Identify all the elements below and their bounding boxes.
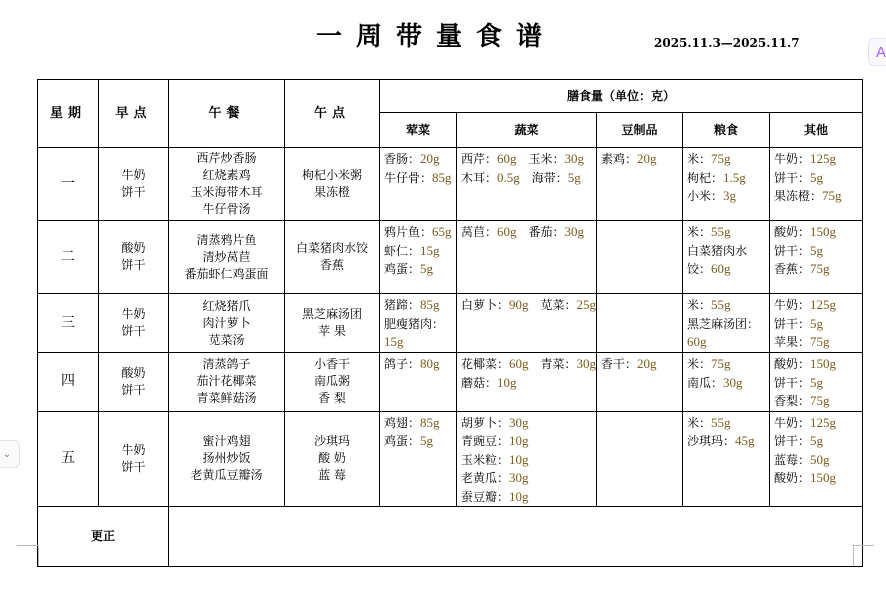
other-amount-cell [770, 294, 863, 353]
ingredient-quantity: 60g [711, 261, 731, 276]
ingredient-quantity: 85g [432, 169, 452, 185]
afternoon-item: 小香干 [313, 357, 350, 372]
amount-item [774, 315, 859, 334]
amount-item [687, 296, 766, 315]
amount-item [461, 223, 593, 242]
ingredient-name: 小米： [687, 189, 724, 203]
ingredient-quantity: 30g [509, 470, 529, 485]
table-row [38, 411, 863, 507]
ingredient-name: 南瓜： [687, 375, 724, 390]
amount-item [774, 333, 859, 352]
ingredient-name: 苹果： [774, 335, 811, 349]
table-row [38, 294, 863, 353]
afternoon-item: 白菜猪肉水饺 [295, 241, 368, 255]
ingredient-name: 青豌豆： [461, 434, 510, 448]
vegetable-amount-cell [457, 148, 597, 221]
ingredient-name: 海带： [531, 170, 568, 185]
amount-item [774, 187, 859, 206]
amount-item [384, 432, 453, 451]
soy-amount-cell [597, 294, 683, 353]
header-soy: 豆制品 [597, 113, 683, 148]
meat-amount-cell [380, 221, 457, 294]
amount-item [687, 432, 766, 451]
amount-item [384, 355, 453, 374]
amount-item [461, 374, 593, 393]
ingredient-name: 苋菜： [540, 298, 577, 312]
breakfast-cell [99, 294, 169, 353]
ingredient-quantity: 80g [420, 356, 440, 371]
ingredient-name: 鸦片鱼： [384, 225, 433, 239]
ingredient-name: 酸奶： [774, 357, 811, 371]
ingredient-name: 香干： [601, 357, 638, 371]
amount-item [461, 451, 593, 470]
amount-item [461, 469, 593, 488]
ingredient-quantity: 30g [576, 356, 597, 371]
header-vegetable: 蔬菜 [457, 113, 597, 148]
amount-item [687, 260, 766, 279]
afternoon-item: 香 梨 [318, 391, 346, 406]
ingredient-quantity: 0.5g [497, 169, 520, 185]
ingredient-quantity: 75g [810, 334, 830, 349]
lunch-item: 红烧素鸡 [202, 168, 251, 182]
lunch-item: 红烧猪爪 [202, 298, 251, 313]
header-weekday: 星期 [38, 80, 99, 148]
amount-item [687, 333, 766, 352]
amount-item [774, 169, 859, 188]
ingredient-name: 饼干： [774, 243, 811, 258]
ingredient-quantity: 30g [564, 151, 585, 166]
breakfast-item: 饼干 [121, 382, 146, 397]
ingredient-quantity: 10g [509, 451, 529, 467]
amount-item [384, 169, 453, 188]
ingredient-name: 花椰菜： [461, 357, 510, 371]
ingredient-name: 香梨： [774, 394, 811, 408]
ingredient-name: 鸡蛋： [384, 262, 421, 276]
vegetable-amount-cell [457, 411, 597, 507]
ingredient-name: 虾仁： [384, 243, 421, 258]
amount-item [461, 355, 597, 374]
amount-item [774, 223, 859, 242]
ingredient-name: 莴苣： [461, 225, 498, 239]
amount-item [461, 296, 597, 315]
ingredient-quantity: 5g [567, 169, 581, 185]
ingredient-name: 米： [687, 225, 712, 239]
ingredient-name: 饺： [687, 262, 712, 276]
breakfast-item: 饼干 [121, 459, 146, 474]
afternoon-item: 沙琪玛 [313, 434, 350, 449]
ingredient-name: 鸡蛋： [384, 434, 421, 448]
weekday-cell: 三 [38, 294, 99, 353]
header-other: 其他 [770, 113, 863, 148]
lunch-item: 清蒸鸽子 [202, 357, 251, 372]
ingredient-quantity: 75g [711, 356, 731, 371]
breakfast-item: 牛奶 [121, 168, 146, 182]
header-amount-group: 膳食量（单位：克） [380, 80, 863, 113]
lunch-item: 苋菜汤 [208, 332, 245, 347]
header-afternoon-snack: 午点 [285, 80, 380, 148]
lunch-item: 清炒莴苣 [202, 249, 251, 264]
ingredient-name: 白萝卜： [461, 298, 510, 312]
ingredient-quantity: 25g [576, 297, 597, 312]
grain-amount-cell [683, 294, 770, 353]
weekday-cell: 四 [38, 353, 99, 412]
ingredient-quantity: 150g [810, 224, 837, 239]
ingredient-quantity: 55g [711, 414, 731, 430]
amount-item [687, 315, 766, 334]
afternoon-item: 苹 果 [318, 324, 346, 338]
ingredient-name: 枸杞： [687, 170, 724, 185]
amount-item [687, 355, 766, 374]
lunch-item: 扬州炒饭 [202, 451, 251, 466]
breakfast-item: 饼干 [121, 258, 146, 272]
lunch-cell [169, 221, 285, 294]
amount-item [687, 187, 766, 206]
amount-item [601, 355, 679, 374]
weekly-menu-table [37, 79, 863, 567]
amount-item [461, 488, 593, 507]
amount-item [774, 355, 859, 374]
lunch-cell [169, 411, 285, 507]
afternoon-item: 南瓜粥 [313, 374, 350, 389]
breakfast-item: 饼干 [121, 185, 146, 199]
amount-item [461, 150, 593, 169]
amount-item [601, 150, 679, 169]
ingredient-name: 蓝莓： [774, 452, 811, 467]
soy-amount-cell [597, 411, 683, 507]
vegetable-amount-cell [457, 294, 597, 353]
ingredient-quantity: 75g [810, 261, 830, 276]
ingredient-name: 木耳： [461, 170, 498, 185]
ingredient-name: 白菜猪肉水 [687, 243, 748, 258]
ingredient-quantity: 125g [810, 414, 837, 430]
amount-item [384, 242, 453, 261]
ingredient-name: 青菜： [540, 357, 577, 371]
ingredient-name: 米： [687, 152, 712, 166]
ingredient-quantity: 30g [564, 224, 585, 239]
ingredient-name: 蘑菇： [461, 375, 498, 390]
ingredient-quantity: 3g [723, 188, 737, 203]
ingredient-name: 酸奶： [774, 225, 811, 239]
amount-item [774, 150, 859, 169]
lunch-item: 肉汁萝卜 [202, 315, 251, 330]
ingredient-quantity: 20g [637, 151, 657, 166]
page-corner-mark-right [853, 545, 874, 566]
lunch-item: 蜜汁鸡翅 [202, 434, 251, 449]
other-amount-cell [770, 221, 863, 294]
table-row [38, 148, 863, 221]
ingredient-name: 老黄瓜： [461, 471, 510, 485]
ingredient-quantity: 65g [432, 224, 452, 239]
vegetable-amount-cell [457, 221, 597, 294]
ingredient-name: 玉米： [528, 152, 565, 166]
afternoon-item: 蓝 莓 [318, 468, 346, 483]
amount-item [461, 432, 593, 451]
meat-amount-cell [380, 411, 457, 507]
meat-amount-cell [380, 148, 457, 221]
soy-amount-cell [597, 221, 683, 294]
ingredient-quantity: 55g [711, 224, 731, 239]
ingredient-quantity: 85g [420, 297, 440, 312]
afternoon-cell [285, 294, 380, 353]
meat-amount-cell [380, 353, 457, 412]
ingredient-quantity: 10g [497, 374, 517, 390]
amount-item [774, 392, 859, 411]
amount-item [774, 296, 859, 315]
ingredient-name: 牛奶： [774, 298, 811, 312]
ingredient-name: 玉米粒： [461, 452, 510, 467]
ingredient-quantity: 30g [509, 414, 529, 430]
amount-item [384, 223, 453, 242]
ingredient-name: 猪蹄： [384, 298, 421, 312]
grain-amount-cell [683, 353, 770, 412]
ingredient-name: 饼干： [774, 316, 811, 331]
lunch-item: 清蒸鸦片鱼 [196, 232, 257, 247]
ingredient-quantity: 150g [810, 470, 837, 485]
lunch-item: 牛仔骨汤 [202, 202, 251, 216]
amount-item [687, 414, 766, 433]
ingredient-quantity: 5g [810, 374, 824, 390]
soy-amount-cell [597, 148, 683, 221]
ingredient-quantity: 60g [509, 356, 529, 371]
ai-assistant-icon: A [876, 43, 886, 61]
ingredient-quantity: 10g [509, 488, 529, 504]
ingredient-name: 胡萝卜： [461, 415, 510, 430]
ingredient-quantity: 125g [810, 151, 837, 166]
ingredient-quantity: 125g [810, 297, 837, 312]
amount-item [384, 150, 453, 169]
ingredient-quantity: 5g [420, 433, 434, 448]
ingredient-name: 米： [687, 357, 712, 371]
lunch-cell [169, 294, 285, 353]
ingredient-quantity: 75g [822, 188, 842, 203]
ingredient-name: 黑芝麻汤团： [687, 316, 760, 331]
afternoon-item: 果冻橙 [313, 185, 350, 199]
amount-item [774, 242, 859, 261]
vegetable-amount-cell [457, 353, 597, 412]
ingredient-name: 鸡翅： [384, 415, 421, 430]
ingredient-name: 鸽子： [384, 357, 421, 371]
side-panel-toggle[interactable] [0, 440, 20, 468]
table-row [38, 221, 863, 294]
ingredient-quantity: 15g [420, 242, 440, 258]
breakfast-item: 牛奶 [121, 442, 146, 457]
amount-item [384, 296, 453, 315]
ingredient-quantity: 5g [810, 315, 824, 331]
header-meat: 荤菜 [380, 113, 457, 148]
ingredient-name: 牛奶： [774, 415, 811, 430]
ingredient-quantity: 20g [637, 356, 657, 371]
breakfast-cell [99, 353, 169, 412]
amount-item [774, 260, 859, 279]
breakfast-cell [99, 411, 169, 507]
ingredient-quantity: 5g [810, 433, 824, 448]
ingredient-name: 素鸡： [601, 152, 638, 166]
weekday-cell: 五 [38, 411, 99, 507]
soy-amount-cell [597, 353, 683, 412]
document-title: 一周带量食谱 [316, 22, 557, 52]
ingredient-quantity: 20g [420, 151, 440, 166]
ai-assistant-button[interactable] [868, 38, 886, 66]
ingredient-name: 饼干： [774, 375, 811, 390]
afternoon-cell [285, 221, 380, 294]
ingredient-name: 米： [687, 298, 712, 312]
ingredient-name: 番茄： [528, 225, 565, 239]
ingredient-quantity: 15g [384, 334, 404, 349]
amount-item [461, 169, 593, 188]
ingredient-name: 沙琪玛： [687, 434, 736, 448]
ingredient-name: 肥瘦猪肉： [384, 316, 445, 331]
afternoon-item: 酸 奶 [318, 451, 346, 466]
ingredient-name: 牛奶： [774, 152, 811, 166]
page-corner-mark-left [17, 545, 39, 566]
amount-item [461, 414, 593, 433]
header-lunch: 午餐 [169, 80, 285, 148]
afternoon-cell [285, 353, 380, 412]
grain-amount-cell [683, 148, 770, 221]
amount-item [687, 242, 766, 261]
ingredient-quantity: 50g [810, 451, 830, 467]
ingredient-name: 饼干： [774, 434, 811, 448]
ingredient-quantity: 1.5g [723, 169, 746, 185]
date-range: 2025.11.3—2025.11.7 [654, 36, 800, 50]
ingredient-quantity: 45g [735, 433, 755, 448]
table-row [38, 353, 863, 412]
ingredient-name: 果冻橙： [774, 189, 823, 203]
lunch-item: 玉米海带木耳 [190, 185, 263, 199]
breakfast-cell [99, 221, 169, 294]
amount-item [774, 469, 859, 488]
ingredient-quantity: 60g [497, 224, 517, 239]
ingredient-quantity: 75g [810, 393, 830, 408]
correction-row [38, 507, 863, 567]
chevron-down-icon: ⌄ [2, 448, 12, 460]
ingredient-quantity: 90g [509, 297, 529, 312]
other-amount-cell [770, 411, 863, 507]
afternoon-item: 香蕉 [319, 258, 344, 272]
lunch-item: 老黄瓜豆瓣汤 [190, 468, 263, 483]
ingredient-name: 饼干： [774, 170, 811, 185]
correction-label: 更正 [38, 507, 169, 567]
amount-item [384, 414, 453, 433]
correction-field[interactable] [169, 507, 863, 567]
amount-item [774, 432, 859, 451]
other-amount-cell [770, 353, 863, 412]
amount-item [774, 451, 859, 470]
ingredient-quantity: 60g [687, 334, 707, 349]
ingredient-name: 香肠： [384, 152, 421, 166]
lunch-cell [169, 353, 285, 412]
amount-item [687, 150, 766, 169]
ingredient-name: 米： [687, 415, 712, 430]
ingredient-quantity: 5g [810, 242, 824, 258]
amount-item [687, 374, 766, 393]
breakfast-item: 饼干 [121, 324, 146, 338]
grain-amount-cell [683, 221, 770, 294]
breakfast-item: 酸奶 [121, 241, 146, 255]
afternoon-item: 黑芝麻汤团 [301, 307, 362, 321]
ingredient-quantity: 5g [810, 169, 824, 185]
ingredient-quantity: 85g [420, 414, 440, 430]
grain-amount-cell [683, 411, 770, 507]
afternoon-cell [285, 148, 380, 221]
lunch-cell [169, 148, 285, 221]
amount-item [384, 333, 453, 352]
ingredient-name: 西芹： [461, 152, 498, 166]
ingredient-name: 蚕豆瓣： [461, 489, 510, 504]
lunch-item: 西芹炒香肠 [196, 151, 257, 165]
amount-item [384, 260, 453, 279]
lunch-item: 番茄虾仁鸡蛋面 [184, 266, 269, 281]
header-grain: 粮食 [683, 113, 770, 148]
weekday-cell: 二 [38, 221, 99, 294]
amount-item [774, 414, 859, 433]
afternoon-item: 枸杞小米粥 [301, 168, 362, 182]
breakfast-item: 牛奶 [121, 307, 146, 321]
ingredient-name: 酸奶： [774, 471, 811, 485]
ingredient-name: 香蕉： [774, 262, 811, 276]
amount-item [384, 315, 453, 334]
ingredient-name: 牛仔骨： [384, 170, 433, 185]
amount-item [687, 169, 766, 188]
other-amount-cell [770, 148, 863, 221]
ingredient-quantity: 5g [420, 261, 434, 276]
breakfast-item: 酸奶 [121, 365, 146, 380]
lunch-item: 青菜鲜菇汤 [196, 391, 257, 406]
afternoon-cell [285, 411, 380, 507]
ingredient-quantity: 60g [497, 151, 517, 166]
breakfast-cell [99, 148, 169, 221]
amount-item [774, 374, 859, 393]
header-breakfast: 早点 [99, 80, 169, 148]
ingredient-quantity: 30g [723, 374, 743, 390]
ingredient-quantity: 75g [711, 151, 731, 166]
ingredient-quantity: 10g [509, 433, 529, 448]
ingredient-quantity: 150g [810, 356, 837, 371]
amount-item [687, 223, 766, 242]
lunch-item: 茄汁花椰菜 [196, 374, 257, 389]
ingredient-quantity: 55g [711, 297, 731, 312]
meat-amount-cell [380, 294, 457, 353]
weekday-cell: 一 [38, 148, 99, 221]
